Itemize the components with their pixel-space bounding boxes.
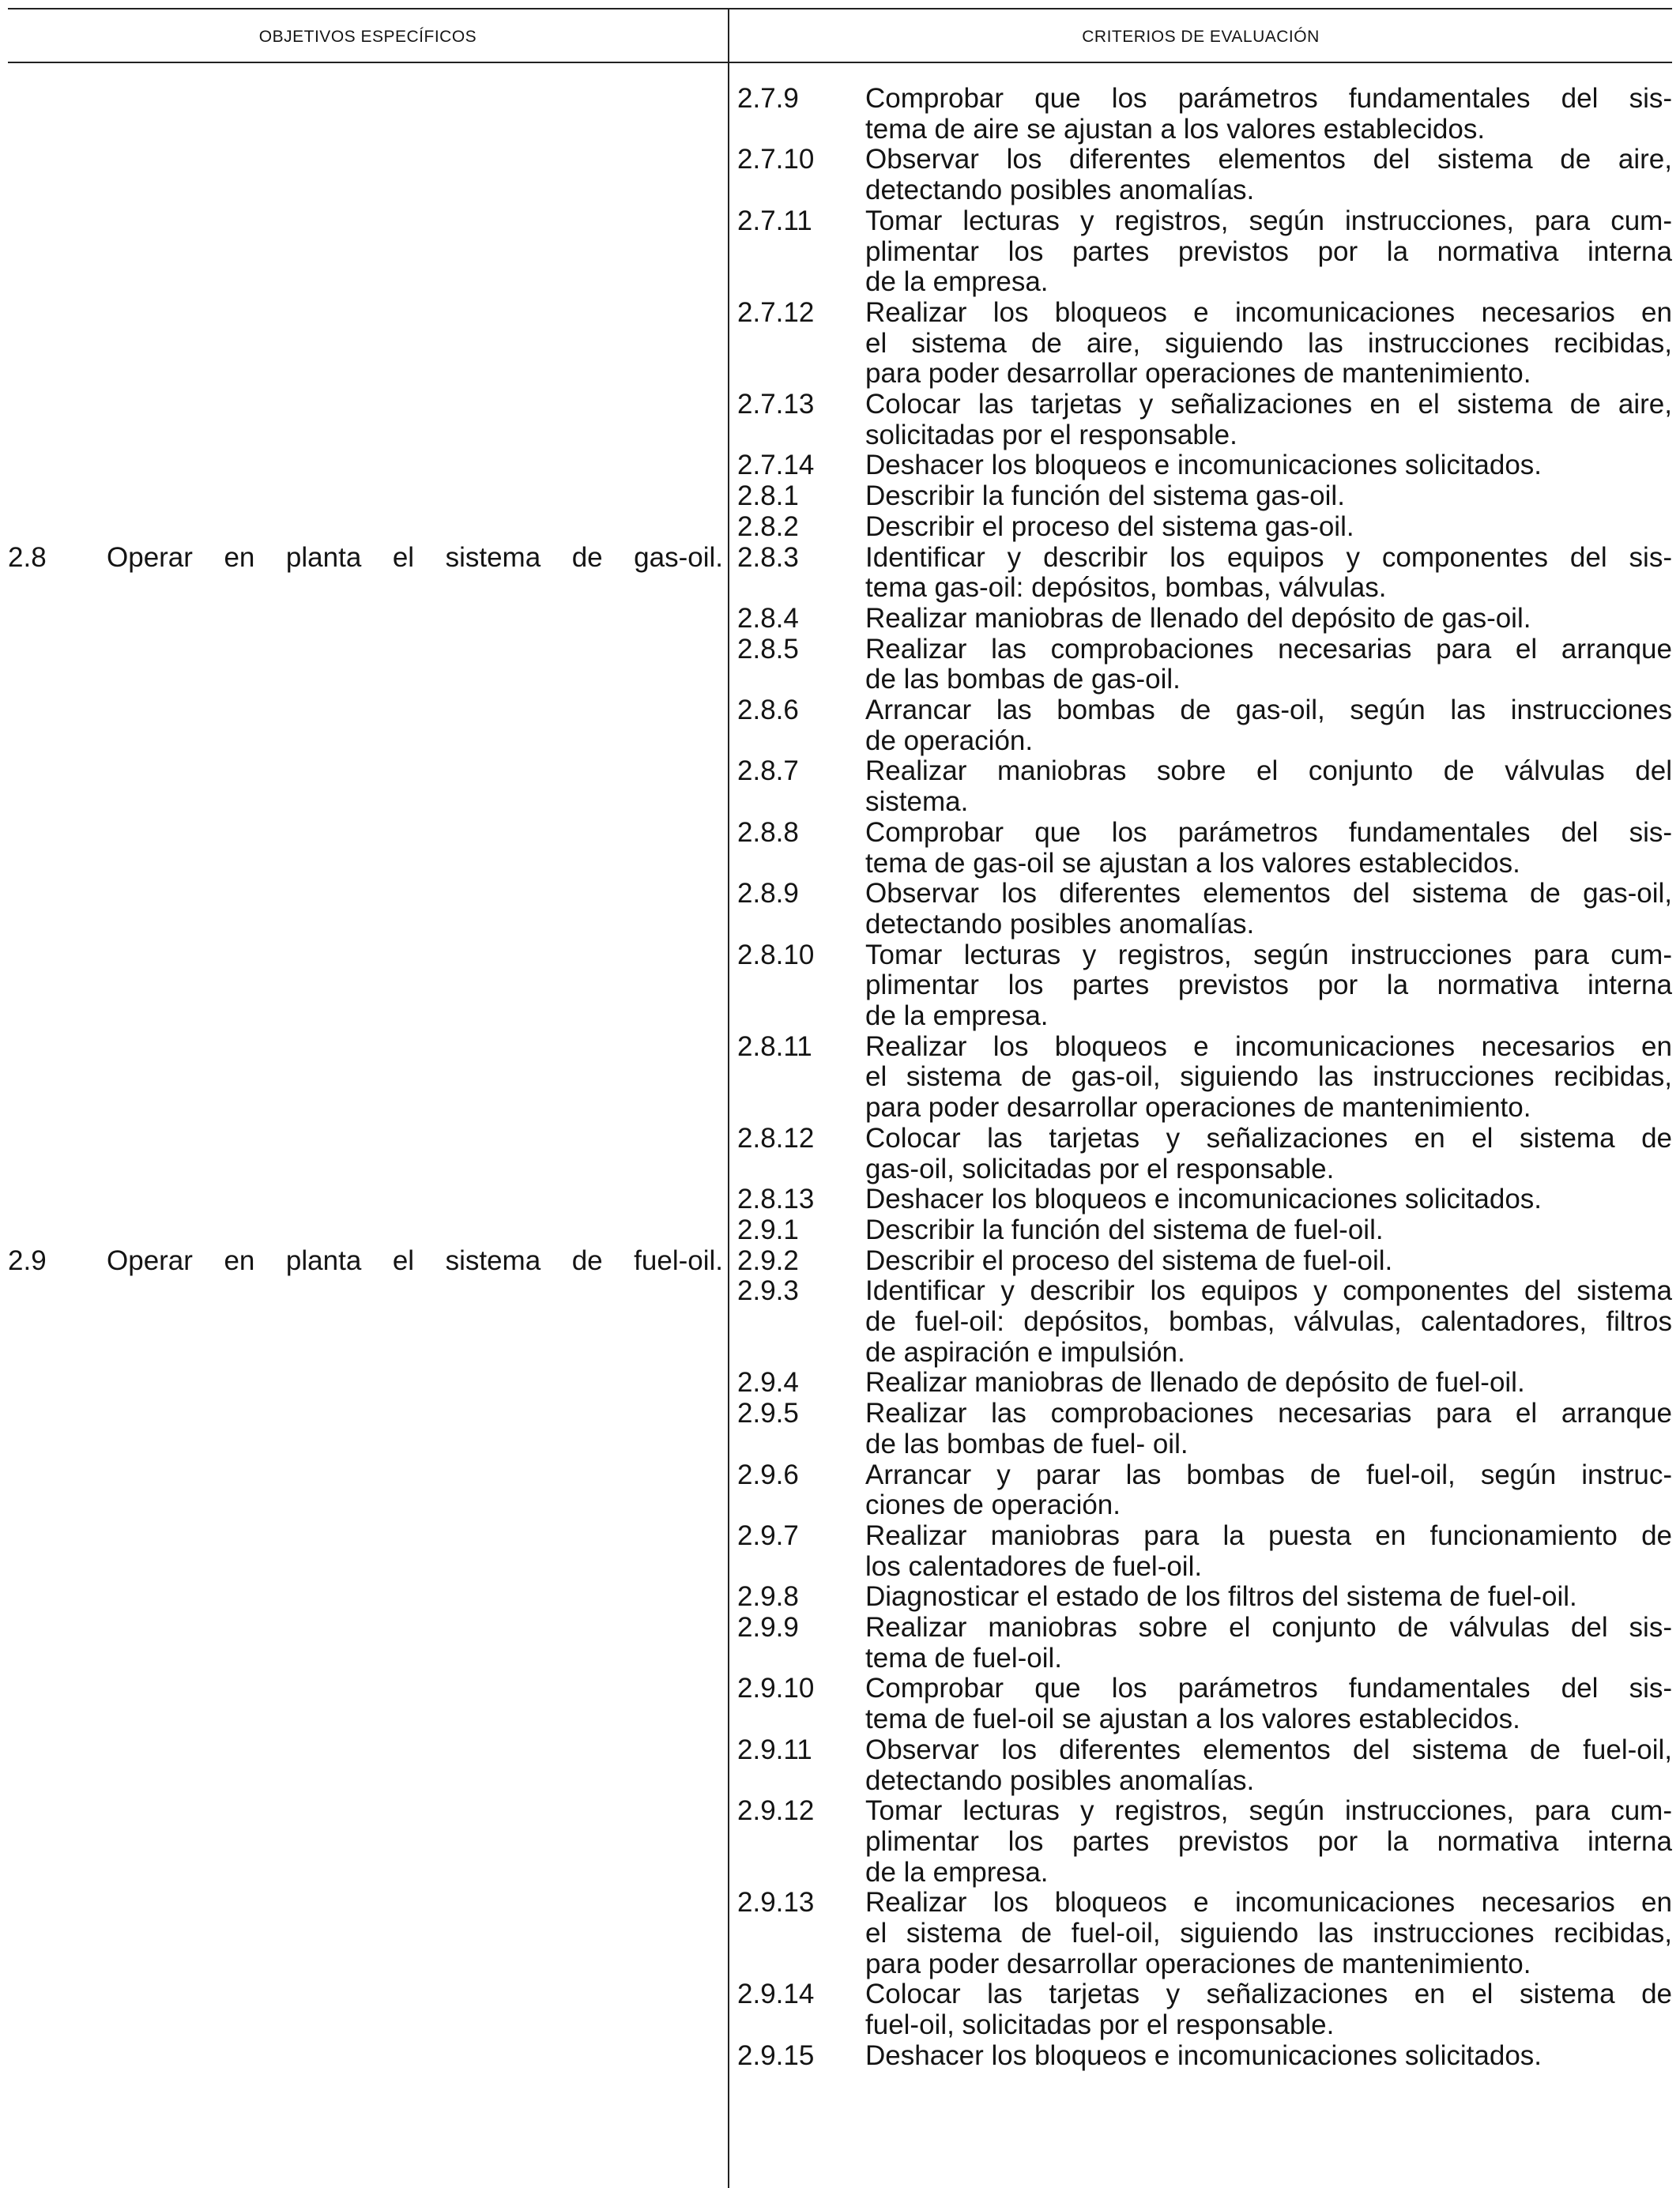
criterion-text-line: Realizar maniobras sobre el conjunto de válvulas del sis-: [865, 1612, 1672, 1643]
criterion-number: 2.9.5: [737, 1398, 799, 1429]
criterion-text-line: Comprobar que los parámetros fundamentales del sis-: [865, 83, 1672, 114]
criterion-item: [737, 1184, 1672, 1215]
criterion-text-line: detectando posibles anomalías.: [865, 908, 1255, 940]
criterion-text-line: Observar los diferentes elementos del sistema de aire,: [865, 144, 1672, 175]
criterion-text: [865, 635, 1672, 695]
criterion-number: 2.8.4: [737, 602, 799, 634]
criterion-number: 2.9.8: [737, 1581, 799, 1613]
objective-number: 2.8: [8, 541, 47, 573]
criterion-number: 2.9.10: [737, 1673, 815, 1704]
criterion-text-line: Comprobar que los parámetros fundamentales del sis-: [865, 816, 1672, 848]
criterion-text: [865, 1399, 1672, 1459]
criterion-number: 2.9.11: [737, 1734, 812, 1765]
criterion-text-line: Colocar las tarjetas y señalizaciones en el sistema de: [865, 1979, 1672, 2010]
criterion-item: [737, 879, 1672, 940]
criterion-number: 2.9.7: [737, 1520, 799, 1551]
criterion-text: [865, 1276, 1672, 1368]
criterion-text: [865, 298, 1672, 390]
criterion-text: [865, 2041, 1672, 2072]
criterion-item: [737, 635, 1672, 695]
criterion-text-line: solicitadas por el responsable.: [865, 419, 1237, 450]
criterion-number: 2.7.14: [737, 450, 815, 481]
criterion-text: [865, 1124, 1672, 1184]
criterion-text-line: Realizar maniobras sobre el conjunto de válvulas del: [865, 755, 1672, 787]
criterion-text: [865, 1613, 1672, 1674]
criterion-text-line: Realizar maniobras de llenado de depósito de fuel-oil.: [865, 1367, 1525, 1399]
criterion-text-line: para poder desarrollar operaciones de mantenimiento.: [865, 1092, 1531, 1124]
criterion-text: [865, 1979, 1672, 2040]
criterion-text: [865, 1888, 1672, 1979]
criterion-item: [737, 1460, 1672, 1521]
criterion-text-line: de aspiración e impulsión.: [865, 1336, 1185, 1368]
criterion-number: 2.9.2: [737, 1245, 799, 1276]
criterion-text: [865, 1582, 1672, 1613]
criterion-number: 2.9.15: [737, 2039, 815, 2071]
criterion-text: [865, 481, 1672, 512]
criterion-item: [737, 1276, 1672, 1368]
criterion-text-line: de la empresa.: [865, 1856, 1049, 1888]
criterion-text: [865, 879, 1672, 940]
criterion-text: [865, 695, 1672, 756]
criterion-text: [865, 940, 1672, 1032]
criterion-text-line: para poder desarrollar operaciones de mantenimiento.: [865, 1948, 1531, 1979]
criterion-text: [865, 543, 1672, 604]
objective-text: Operar en planta el sistema de fuel-oil.: [107, 1245, 723, 1276]
criterion-text-line: detectando posibles anomalías.: [865, 1764, 1255, 1796]
objective-text: Operar en planta el sistema de gas-oil.: [107, 541, 723, 573]
criterion-text: [865, 1215, 1672, 1246]
criterion-number: 2.7.12: [737, 296, 815, 328]
criterion-text-line: de fuel-oil: depósitos, bombas, válvulas, calentadores, filtros: [865, 1306, 1672, 1337]
criterion-item: [737, 145, 1672, 205]
criterion-text-line: ciones de operación.: [865, 1489, 1121, 1521]
criterion-text: [865, 206, 1672, 298]
criterion-text: [865, 145, 1672, 205]
criterion-item: [737, 1979, 1672, 2040]
criterion-item: [737, 1399, 1672, 1459]
criterion-text-line: Identificar y describir los equipos y componentes del sis-: [865, 541, 1672, 573]
criterion-item: [737, 940, 1672, 1032]
criterion-text-line: Describir el proceso del sistema gas-oil.: [865, 510, 1354, 542]
criterion-item: [737, 1888, 1672, 1979]
criterion-number: 2.8.13: [737, 1184, 815, 1215]
criterion-item: [737, 1032, 1672, 1124]
criterion-item: [737, 1521, 1672, 1582]
criterion-item: [737, 390, 1672, 450]
criterion-number: 2.8.2: [737, 510, 799, 542]
criterion-text: [865, 1735, 1672, 1796]
criterion-text-line: para poder desarrollar operaciones de mantenimiento.: [865, 358, 1531, 390]
criterion-item: [737, 450, 1672, 481]
criterion-text-line: de la empresa.: [865, 1000, 1049, 1031]
criterion-text-line: Describir la función del sistema gas-oil.: [865, 480, 1345, 512]
criterion-text-line: Identificar y describir los equipos y componentes del sistema: [865, 1275, 1672, 1307]
criterion-text-line: Tomar lecturas y registros, según instrucciones para cum-: [865, 939, 1672, 970]
criterion-text-line: Comprobar que los parámetros fundamentales del sis-: [865, 1673, 1672, 1704]
criterion-text-line: Deshacer los bloqueos e incomunicaciones solicitados.: [865, 2039, 1543, 2071]
criterion-text: [865, 390, 1672, 450]
criterion-item: [737, 298, 1672, 390]
criterion-number: 2.8.6: [737, 695, 799, 725]
criterion-text-line: Realizar maniobras de llenado del depósito de gas-oil.: [865, 602, 1531, 634]
criterion-text-line: Realizar los bloqueos e incomunicaciones necesarios en: [865, 1030, 1672, 1062]
criterion-number: 2.8.11: [737, 1030, 812, 1062]
criterion-number: 2.8.3: [737, 541, 799, 573]
criterion-number: 2.7.13: [737, 389, 815, 420]
column-header-criteria: CRITERIOS DE EVALUACIÓN: [1082, 28, 1320, 46]
criterion-number: 2.9.4: [737, 1367, 799, 1399]
criterion-number: 2.8.7: [737, 755, 799, 787]
criterion-number: 2.7.11: [737, 205, 812, 236]
objective-item: [8, 543, 723, 574]
criterion-number: 2.9.3: [737, 1275, 799, 1307]
criterion-item: [737, 1368, 1672, 1399]
criterion-number: 2.8.9: [737, 878, 799, 909]
criterion-text-line: Tomar lecturas y registros, según instrucciones, para cum-: [865, 205, 1672, 236]
criterion-text-line: Describir la función del sistema de fuel-oil.: [865, 1214, 1384, 1245]
criterion-text-line: plimentar los partes previstos por la normativa interna: [865, 1825, 1672, 1857]
criterion-number: 2.9.13: [737, 1887, 815, 1919]
column-divider: [728, 8, 729, 2188]
criterion-text-line: Deshacer los bloqueos e incomunicaciones solicitados.: [865, 450, 1543, 481]
criterion-number: 2.9.6: [737, 1459, 799, 1490]
criterion-text: [865, 1032, 1672, 1124]
criterion-text-line: el sistema de gas-oil, siguiendo las instrucciones recibidas,: [865, 1061, 1672, 1093]
criterion-number: 2.9.1: [737, 1214, 799, 1245]
criterion-text: [865, 512, 1672, 543]
criterion-text-line: Realizar las comprobaciones necesarias para el arranque: [865, 633, 1672, 665]
criterion-item: [737, 543, 1672, 604]
criterion-text: [865, 1184, 1672, 1215]
criterion-text-line: tema de gas-oil se ajustan a los valores establecidos.: [865, 847, 1520, 879]
criterion-text-line: tema gas-oil: depósitos, bombas, válvulas.: [865, 572, 1387, 604]
criterion-number: 2.9.14: [737, 1979, 815, 2010]
criterion-item: [737, 1735, 1672, 1796]
criterion-item: [737, 481, 1672, 512]
criterion-text-line: Observar los diferentes elementos del sistema de gas-oil,: [865, 878, 1672, 909]
criterion-number: 2.8.10: [737, 939, 815, 970]
criterion-item: [737, 818, 1672, 879]
criterion-item: [737, 1215, 1672, 1246]
criterion-item: [737, 84, 1672, 145]
criterion-text-line: de la empresa.: [865, 266, 1049, 298]
criterion-text-line: de las bombas de fuel- oil.: [865, 1428, 1188, 1459]
criterion-text-line: Colocar las tarjetas y señalizaciones en el sistema de aire,: [865, 389, 1672, 420]
criterion-number: 2.7.9: [737, 83, 799, 114]
criterion-text-line: Realizar los bloqueos e incomunicaciones necesarios en: [865, 296, 1672, 328]
criterion-text-line: Deshacer los bloqueos e incomunicaciones solicitados.: [865, 1184, 1543, 1215]
criterion-text-line: plimentar los partes previstos por la normativa interna: [865, 970, 1672, 1001]
criterion-text-line: Arrancar y parar las bombas de fuel-oil, según instruc-: [865, 1459, 1672, 1490]
criterion-number: 2.8.8: [737, 816, 799, 848]
criterion-text-line: fuel-oil, solicitadas por el responsable.: [865, 2009, 1335, 2041]
criterion-text-line: Tomar lecturas y registros, según instrucciones, para cum-: [865, 1795, 1672, 1827]
criterion-item: [737, 1124, 1672, 1184]
criterion-text-line: Realizar los bloqueos e incomunicaciones necesarios en: [865, 1887, 1672, 1919]
criterion-item: [737, 1613, 1672, 1674]
criterion-item: [737, 2041, 1672, 2072]
criterion-text-line: el sistema de aire, siguiendo las instrucciones recibidas,: [865, 327, 1672, 359]
criterion-text-line: Observar los diferentes elementos del sistema de fuel-oil,: [865, 1734, 1672, 1765]
criterion-text-line: gas-oil, solicitadas por el responsable.: [865, 1153, 1335, 1184]
criterion-text-line: de operación.: [865, 725, 1034, 756]
criterion-text: [865, 1796, 1672, 1888]
criterion-item: [737, 1796, 1672, 1888]
criterion-number: 2.8.12: [737, 1122, 815, 1154]
criterion-item: [737, 1674, 1672, 1734]
criterion-text-line: Describir el proceso del sistema de fuel-oil.: [865, 1245, 1393, 1276]
criterion-text: [865, 84, 1672, 145]
criterion-text-line: Colocar las tarjetas y señalizaciones en el sistema de: [865, 1122, 1672, 1154]
criterion-text: [865, 818, 1672, 879]
criterion-number: 2.9.9: [737, 1612, 799, 1643]
criterion-text: [865, 1246, 1672, 1277]
criterion-text-line: el sistema de fuel-oil, siguiendo las instrucciones recibidas,: [865, 1918, 1672, 1949]
criterion-item: [737, 206, 1672, 298]
criterion-number: 2.7.10: [737, 144, 815, 175]
criterion-text-line: tema de fuel-oil.: [865, 1642, 1063, 1674]
criterion-text: [865, 450, 1672, 481]
criterion-text: [865, 1521, 1672, 1582]
objective-number: 2.9: [8, 1245, 47, 1276]
criterion-text-line: los calentadores de fuel-oil.: [865, 1550, 1203, 1582]
criterion-item: [737, 512, 1672, 543]
criterion-item: [737, 1246, 1672, 1277]
criterion-text-line: Arrancar las bombas de gas-oil, según las instrucciones: [865, 695, 1672, 725]
criterion-item: [737, 756, 1672, 817]
criterion-text-line: detectando posibles anomalías.: [865, 175, 1255, 206]
column-header-objectives: OBJETIVOS ESPECÍFICOS: [258, 28, 477, 46]
criterion-number: 2.9.12: [737, 1795, 815, 1827]
criterion-item: [737, 1582, 1672, 1613]
criterion-text-line: tema de aire se ajustan a los valores establecidos.: [865, 113, 1486, 145]
objective-item: [8, 1246, 723, 1277]
criterion-number: 2.8.5: [737, 633, 799, 665]
criterion-text-line: tema de fuel-oil se ajustan a los valores establecidos.: [865, 1704, 1520, 1735]
criterion-text: [865, 1674, 1672, 1734]
criterion-number: 2.8.1: [737, 480, 799, 512]
criterion-text: [865, 1368, 1672, 1399]
criterion-text: [865, 604, 1672, 635]
criterion-text: [865, 756, 1672, 817]
criterion-text: [865, 1460, 1672, 1521]
criterion-text-line: Realizar las comprobaciones necesarias para el arranque: [865, 1398, 1672, 1429]
criterion-text-line: sistema.: [865, 786, 969, 818]
criterion-text-line: de las bombas de gas-oil.: [865, 664, 1181, 695]
table-header-rule: [8, 62, 1672, 63]
criterion-text-line: Realizar maniobras para la puesta en funcionamiento de: [865, 1520, 1672, 1551]
criterion-item: [737, 604, 1672, 635]
criterion-item: [737, 695, 1672, 756]
criterion-text-line: plimentar los partes previstos por la normativa interna: [865, 235, 1672, 267]
criterion-text-line: Diagnosticar el estado de los filtros del sistema de fuel-oil.: [865, 1581, 1577, 1613]
